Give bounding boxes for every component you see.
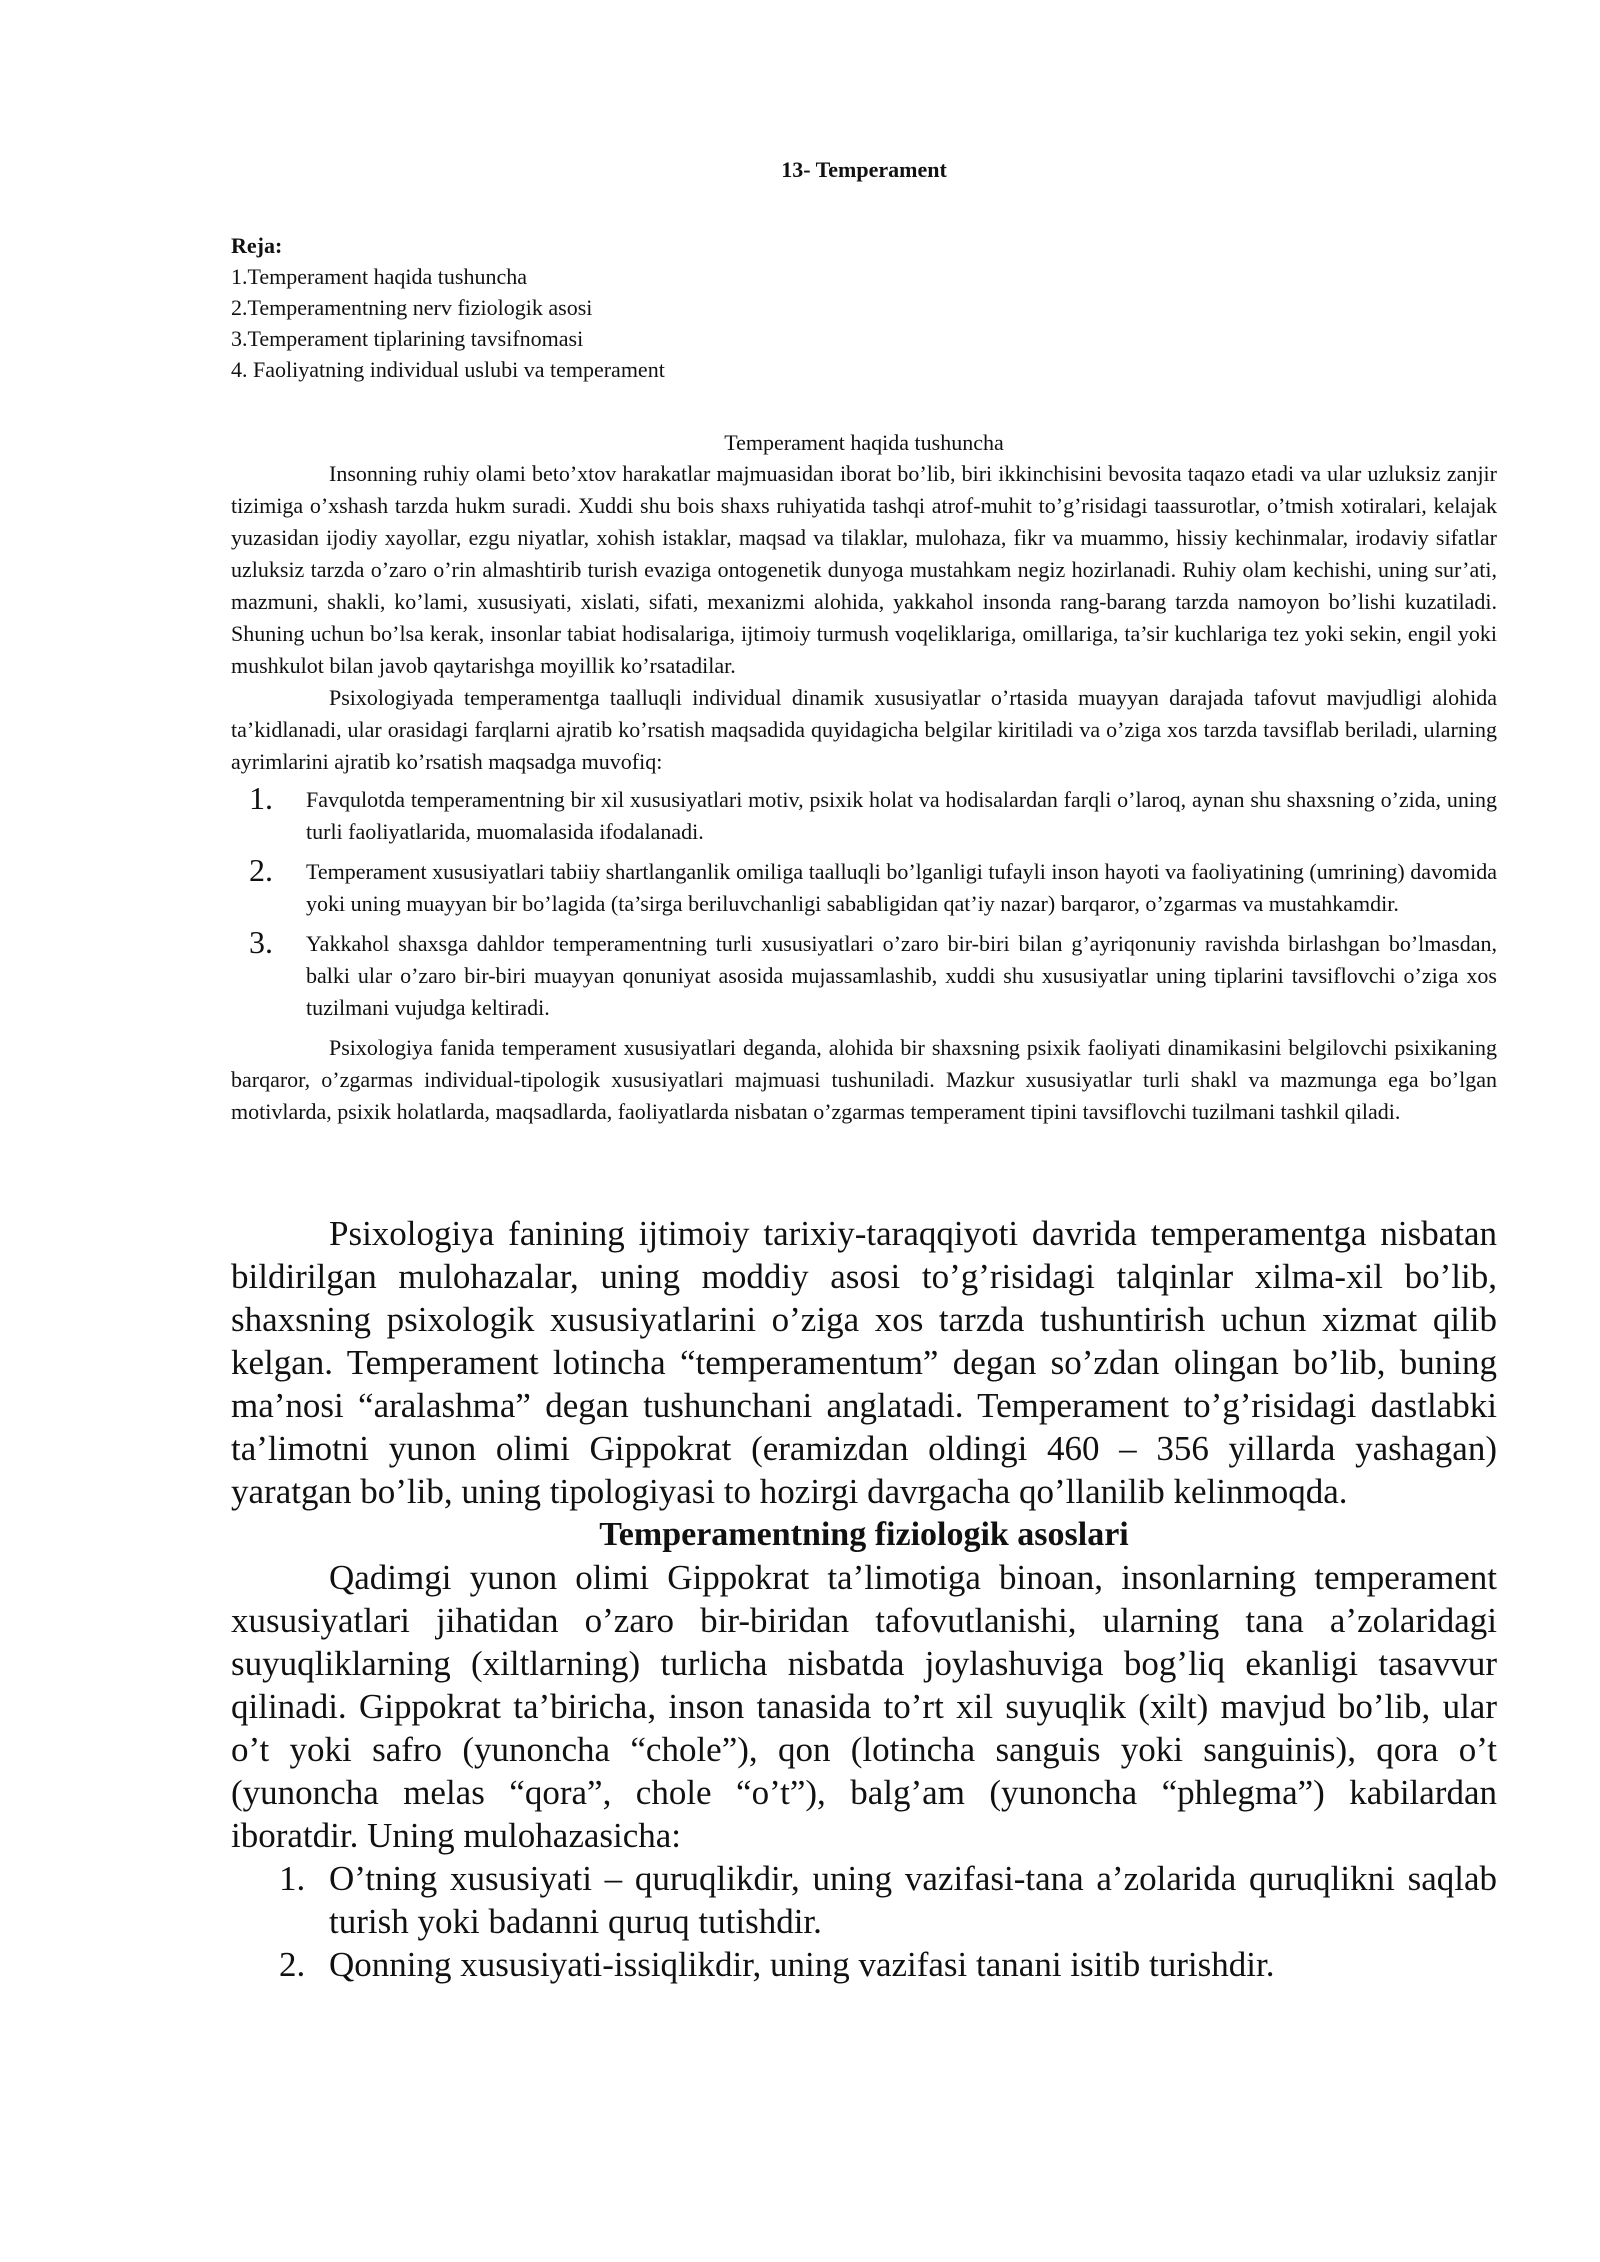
list-item-text: O’tning xususiyati – quruqlikdir, uning vazifasi-tana a’zolarida quruqlikni saqlab turish yoki badanni quruq tutishdir.: [329, 1859, 1497, 1941]
plan-item: 4. Faoliyatning individual uslubi va temperament: [231, 357, 665, 382]
plan-item: 1.Temperament haqida tushuncha: [231, 264, 527, 289]
numbered-list: [231, 780, 1497, 1024]
section-body: [231, 458, 1497, 1128]
numbered-list: [231, 1857, 1497, 1986]
list-item: [231, 852, 1497, 920]
plan-item: 2.Temperamentning nerv fiziologik asosi: [231, 295, 593, 320]
plan-heading: Reja:: [231, 233, 283, 258]
paragraph: Insonning ruhiy olami beto’xtov harakatlar majmuasidan iborat bo’lib, biri ikkinchisini bevosita taqazo etadi va ular uzluksiz zanjir tizimiga o’xshash tarzda hukm suradi. Xuddi shu bois shaxs ruhiyatida tashqi atrof-muhit to’g’risidagi taassurotlar, o’tmish xotiralari, kelajak yuzasidan ijodiy xayollar, ezgu niyatlar, xohish istaklar, maqsad va tilaklar, mulohaza, fikr va muammo, hissiy kechinmalar, irodaviy sifatlar uzluksiz tarzda o’zaro o’rin almashtirib turish evaziga ontogenetik dunyoga mustahkam negiz hozirlanadi. Ruhiy olam kechishi, uning sur’ati, mazmuni, shakli, ko’lami, xususiyati, xislati, sifati, mexanizmi alohida, yakkahol insonda rang-barang tarzda namoyon bo’lishi kuzatiladi. Shuning uchun bo’lsa kerak, insonlar tabiat hodisalariga, ijtimoiy turmush voqeliklariga, omillariga, ta’sir kuchlariga tez yoki sekin, engil yoki mushkulot bilan javob qaytarishga moyillik ko’rsatadilar.: [231, 461, 1497, 678]
list-item: [231, 780, 1497, 848]
paragraph: Qadimgi yunon olimi Gippokrat ta’limotiga binoan, insonlarning temperament xususiyatlari jihatidan o’zaro bir-biridan tafovutlanishi, ularning tana a’zolaridagi suyuqliklarning (xiltlarning) turlicha nisbatda joylashuviga bog’liq ekanligi tasavvur qilinadi. Gippokrat ta’biricha, inson tanasida to’rt xil suyuqlik (xilt) mavjud bo’lib, ular o’t yoki safro (yunoncha “chole”), qon (lotincha sanguis yoki sanguinis), qora o’t (yunoncha melas “qora”, chole “o’t”), balg’am (yunoncha “phlegma”) kabilardan iboratdir. Uning mulohazasicha:: [231, 1558, 1497, 1855]
list-number: 1.: [249, 780, 273, 816]
plan-block: [231, 230, 665, 385]
section-body-large: [231, 1212, 1497, 1986]
plan-item: 3.Temperament tiplarining tavsifnomasi: [231, 326, 584, 351]
list-number: 3.: [249, 924, 273, 960]
list-item: [231, 1857, 1497, 1943]
page-title: 13- Temperament: [781, 157, 947, 182]
paragraph: Psixologiya fanida temperament xususiyatlari deganda, alohida bir shaxsning psixik faoliyati dinamikasini belgilovchi psixikaning barqaror, o’zgarmas individual-tipologik xususiyatlari majmuasi tushuniladi. Mazkur xususiyatlar turli shakl va mazmunga ega bo’lgan motivlarda, psixik holatlarda, maqsadlarda, faoliyatlarda nisbatan o’zgarmas temperament tipini tavsiflovchi tuzilmani tashkil qiladi.: [231, 1035, 1497, 1124]
section-heading: Temperament haqida tushuncha: [724, 430, 1004, 455]
paragraph: Psixologiya fanining ijtimoiy tarixiy-taraqqiyoti davrida temperamentga nisbatan bildirilgan mulohazalar, uning moddiy asosi to’g’risidagi talqinlar xilma-xil bo’lib, shaxsning psixologik xususiyatlarini o’ziga xos tarzda tushuntirish uchun xizmat qilib kelgan. Temperament lotincha “temperamentum” degan so’zdan olingan bo’lib, buning ma’nosi “aralashma” degan tushunchani anglatadi. Temperament to’g’risidagi dastlabki ta’limotni yunon olimi Gippokrat (eramizdan oldingi 460 – 356 yillarda yashagan) yaratgan bo’lib, uning tipologiyasi to hozirgi davrgacha qo’llanilib kelinmoqda.: [231, 1214, 1497, 1511]
paragraph: Psixologiyada temperamentga taalluqli individual dinamik xususiyatlar o’rtasida muayyan darajada tafovut mavjudligi alohida ta’kidlanadi, ular orasidagi farqlarni ajratib ko’rsatish maqsadida quyidagicha belgilar kiritiladi va o’ziga xos tarzda tavsiflab beriladi, ularning ayrimlarini ajratib ko’rsatish maqsadga muvofiq:: [231, 685, 1497, 774]
list-item: [231, 924, 1497, 1024]
list-item-text: Yakkahol shaxsga dahldor temperamentning turli xususiyatlari o’zaro bir-biri bilan g’ayriqonuniy ravishda birlashgan bo’lmasdan, balki ular o’zaro bir-biri muayyan qonuniyat asosida mujassamlashib, xuddi shu xususiyatlar uning tiplarini tavsiflovchi o’ziga xos tuzilmani vujudga keltiradi.: [306, 931, 1497, 1020]
section-heading: Temperamentning fiziologik asoslari: [599, 1516, 1129, 1553]
list-item-text: Qonning xususiyati-issiqlikdir, uning vazifasi tanani isitib turishdir.: [329, 1945, 1275, 1984]
list-number: 2.: [279, 1945, 306, 1984]
list-number: 2.: [249, 852, 273, 888]
list-item-text: Favqulotda temperamentning bir xil xususiyatlari motiv, psixik holat va hodisalardan farqli o’laroq, aynan shu shaxsning o’zida, uning turli faoliyatlarida, muomalasida ifodalanadi.: [306, 787, 1497, 844]
list-number: 1.: [279, 1859, 306, 1898]
list-item-text: Temperament xususiyatlari tabiiy shartlanganlik omiliga taalluqli bo’lganligi tufayli inson hayoti va faoliyatining (umrining) davomida yoki uning muayyan bir bo’lagida (ta’sirga beriluvchanligi sababligidan qat’iy nazar) barqaror, o’zgarmas va mustahkamdir.: [306, 859, 1497, 916]
list-item: [231, 1943, 1497, 1986]
